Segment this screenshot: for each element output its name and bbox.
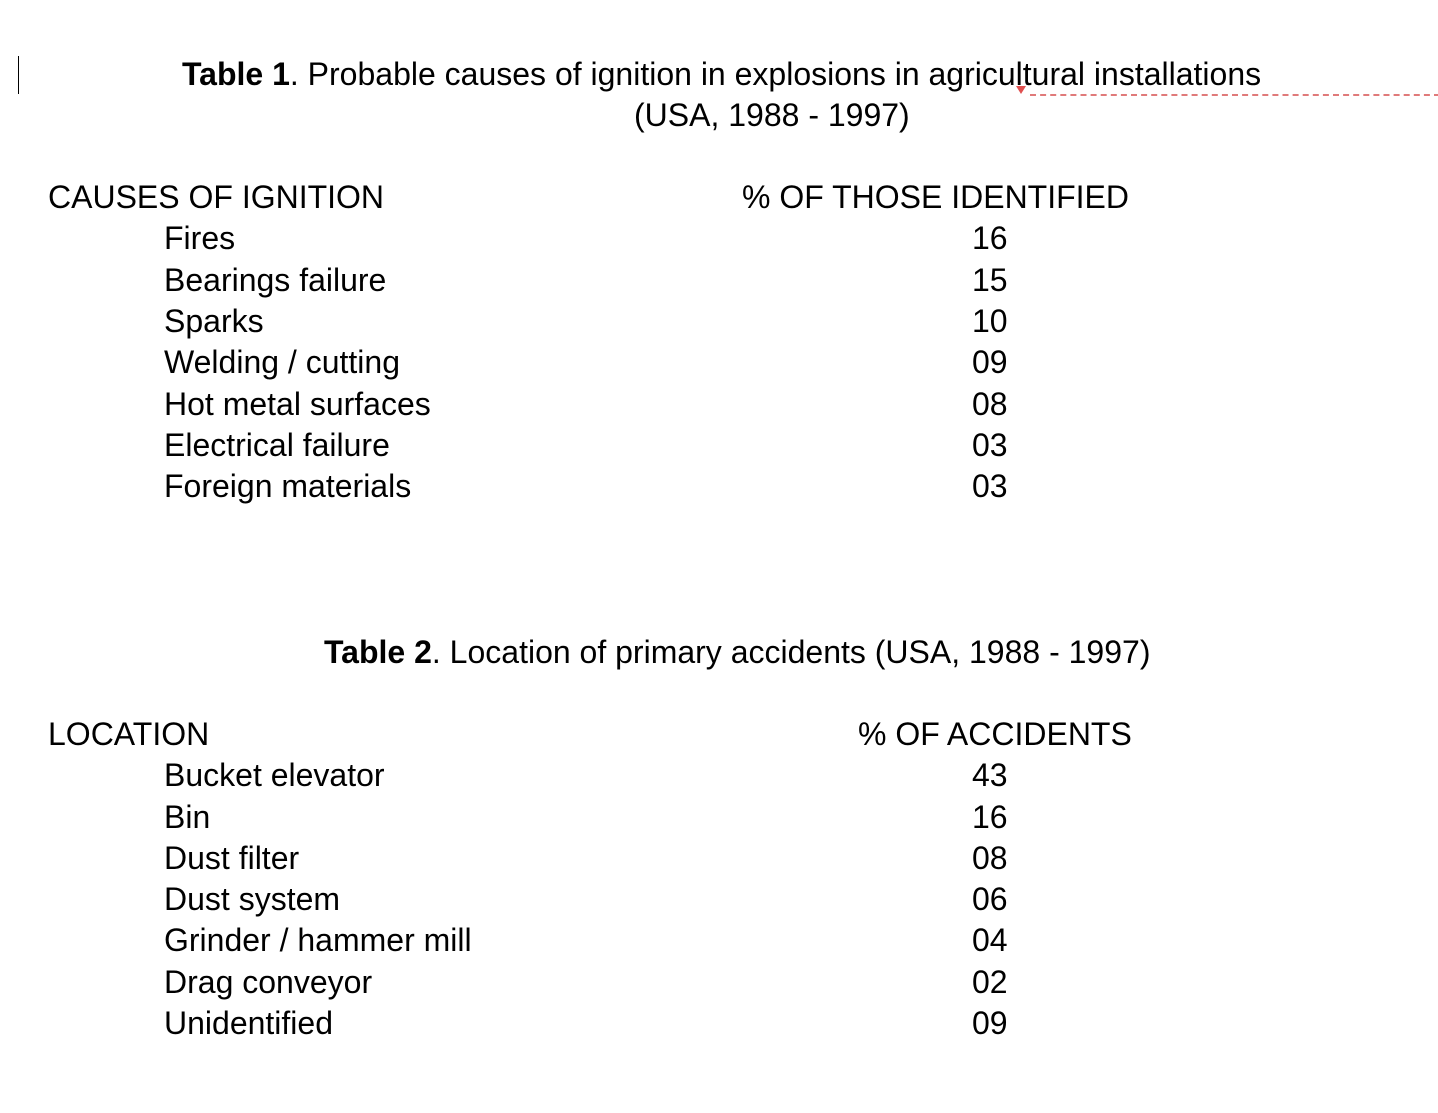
row-value: 03 <box>972 468 1008 504</box>
row-label: Dust system <box>164 881 341 917</box>
row-value: 06 <box>972 881 1008 917</box>
text-cursor <box>18 56 19 94</box>
row-label: Hot metal surfaces <box>164 386 431 422</box>
row-label: Bin <box>164 799 211 835</box>
row-value: 08 <box>972 840 1008 876</box>
row-value: 09 <box>972 1005 1008 1041</box>
row-label: Fires <box>164 220 236 256</box>
table1-caption <box>182 54 1261 95</box>
row-label: Foreign materials <box>164 468 412 504</box>
row-label: Bucket elevator <box>164 757 385 793</box>
table1-col1-header: CAUSES OF IGNITION <box>48 179 385 215</box>
row-value: 04 <box>972 922 1008 958</box>
table1-col2-header: % OF THOSE IDENTIFIED <box>742 179 1129 215</box>
row-label: Bearings failure <box>164 262 387 298</box>
row-value: 02 <box>972 964 1008 1000</box>
row-value: 16 <box>972 220 1008 256</box>
table2-caption-text: . Location of primary accidents (USA, 1988 - 1997) <box>431 634 1151 670</box>
row-label: Welding / cutting <box>164 344 400 380</box>
comment-anchor-line <box>1030 94 1438 96</box>
table2-col2-header: % OF ACCIDENTS <box>858 716 1132 752</box>
row-label: Dust filter <box>164 840 300 876</box>
row-label: Drag conveyor <box>164 964 373 1000</box>
table1-caption-text: . Probable causes of ignition in explosions in agricultural installations <box>289 56 1262 92</box>
row-value: 08 <box>972 386 1008 422</box>
table1-caption-bold: Table 1 <box>182 56 290 92</box>
row-label: Unidentified <box>164 1005 333 1041</box>
row-value: 15 <box>972 262 1008 298</box>
row-label: Grinder / hammer mill <box>164 922 472 958</box>
row-value: 43 <box>972 757 1008 793</box>
row-value: 16 <box>972 799 1008 835</box>
row-value: 10 <box>972 303 1008 339</box>
table2-caption <box>324 632 1150 673</box>
row-label: Electrical failure <box>164 427 390 463</box>
table1-caption-line2: (USA, 1988 - 1997) <box>634 97 910 133</box>
table2-col1-header: LOCATION <box>48 716 210 752</box>
row-label: Sparks <box>164 303 264 339</box>
row-value: 09 <box>972 344 1008 380</box>
comment-marker-icon[interactable] <box>1016 86 1026 94</box>
row-value: 03 <box>972 427 1008 463</box>
table2-caption-bold: Table 2 <box>324 634 432 670</box>
